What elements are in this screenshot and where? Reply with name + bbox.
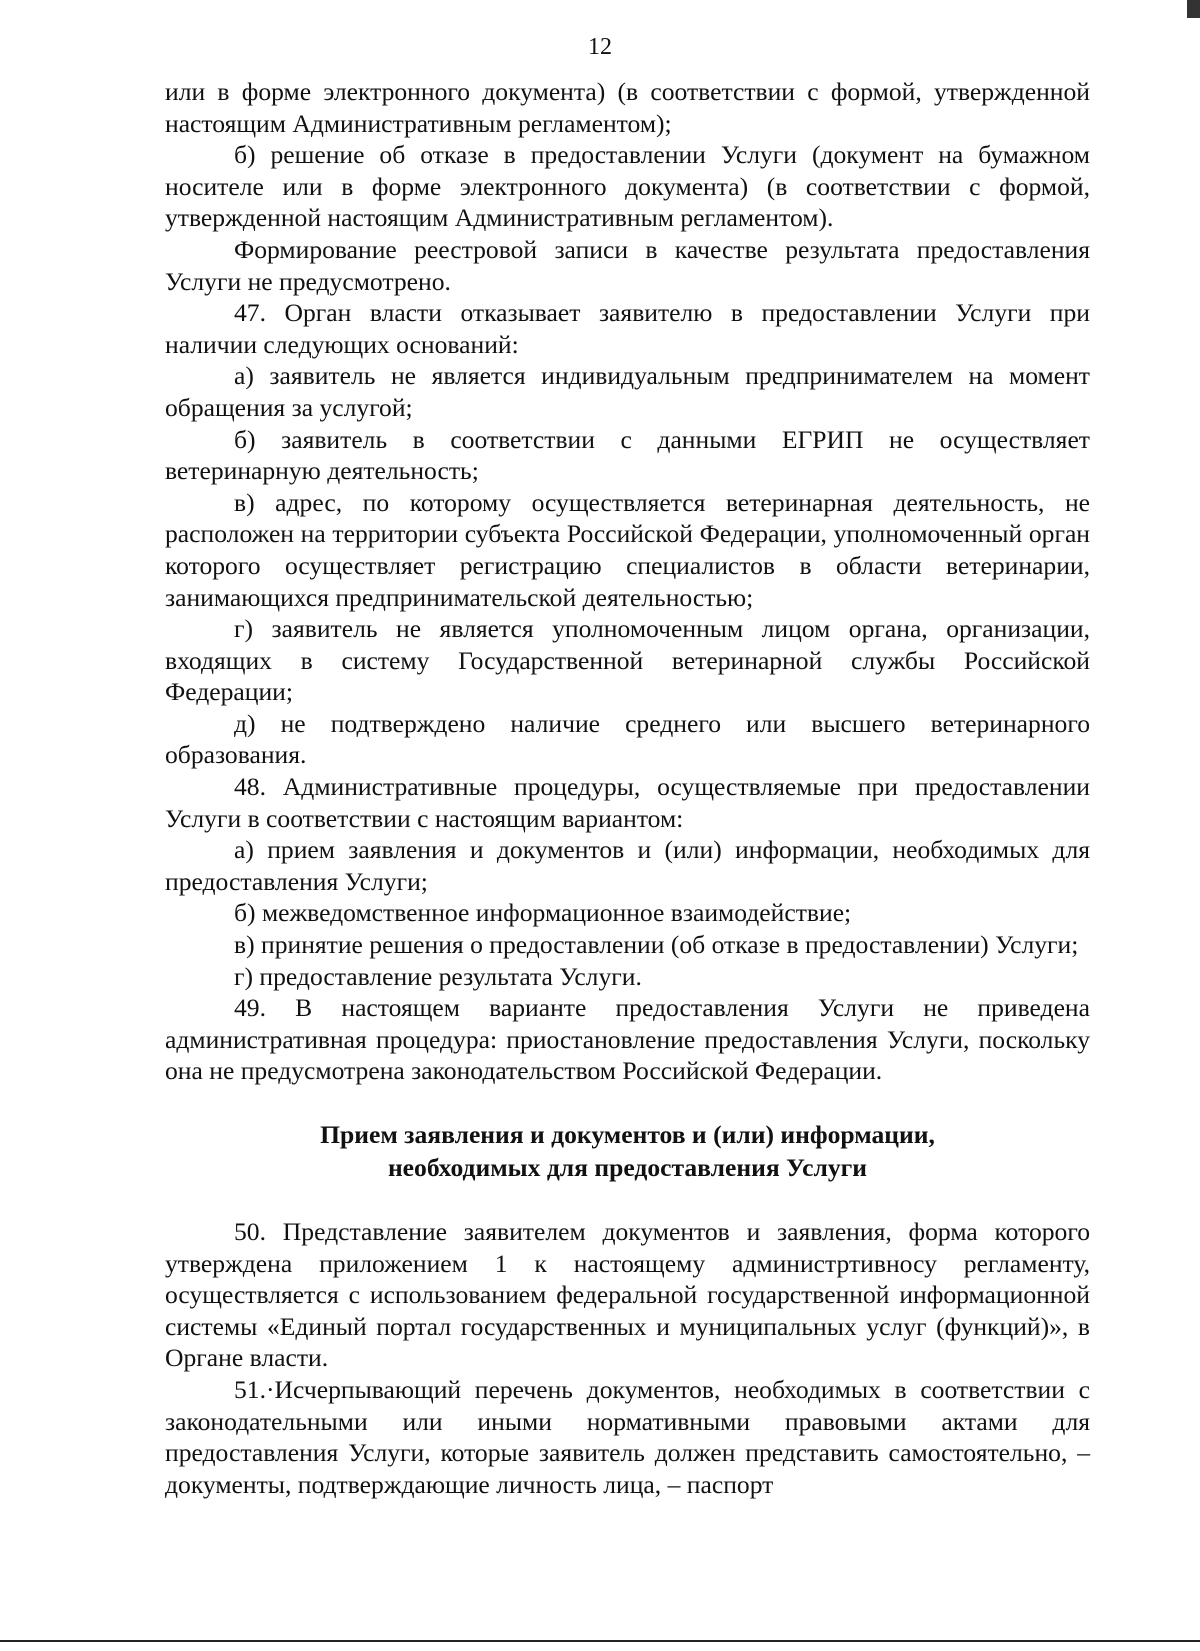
page-number: 12: [588, 34, 612, 60]
paragraph-47-v: в) адрес, по которому осуществляется ветеринарная деятельность, не расположен на территории субъекта Российской Федерации, уполномоченный орган которого осуществляет регистрацию специалистов в области ветеринарии, занимающихся предпринимательской деятельностью;: [165, 487, 1090, 612]
paragraph-49: 49. В настоящем варианте предоставления Услуги не приведена административная процедура: приостановление предоставления Услуги, поскольку она не предусмотрена законодательством Российской Федерации.: [165, 993, 1090, 1086]
bottom-rule: [0, 1640, 1200, 1642]
paragraph-47-g: г) заявитель не является уполномоченным лицом органа, организации, входящих в систему Государственной ветеринарной службы Российской Федерации;: [165, 614, 1090, 707]
section-heading-line-1: Прием заявления и документов и (или) информации,: [320, 1120, 935, 1149]
scan-edge-mark: [1187, 0, 1200, 18]
paragraph-50: 50. Представление заявителем документов и заявления, форма которого утверждена приложением 1 к настоящему администртивносу регламенту, осуществляется с использованием федеральной государственной информационной системы «Единый портал государственных и муниципальных услуг (функций)», в Органе власти.: [165, 1217, 1090, 1373]
paragraph: Формирование реестровой записи в качестве результата предоставления Услуги не предусмотрено.: [165, 234, 1090, 296]
paragraph-51: 51.·Исчерпывающий перечень документов, необходимых в соответствии с законодательными или иными нормативными правовыми актами для предоставления Услуги, которые заявитель должен представить самостоятельно, – документы, подтверждающие личность лица, – паспорт: [165, 1374, 1090, 1499]
paragraph-48-b: б) межведомственное информационное взаимодействие;: [234, 898, 852, 928]
paragraph-48: 48. Административные процедуры, осуществляемые при предоставлении Услуги в соответствии с настоящим вариантом:: [165, 772, 1090, 833]
paragraph-48-a: а) прием заявления и документов и (или) информации, необходимых для предоставления Услуги;: [165, 835, 1090, 896]
section-heading: [165, 1118, 1090, 1184]
paragraph-47: 47. Орган власти отказывает заявителю в предоставлении Услуги при наличии следующих оснований:: [165, 298, 1090, 359]
paragraph-47-a: а) заявитель не является индивидуальным предпринимателем на момент обращения за услугой;: [165, 361, 1090, 422]
paragraph-48-g: г) предоставление результата Услуги.: [234, 961, 642, 991]
section-heading-line-2: необходимых для предоставления Услуги: [387, 1153, 868, 1182]
paragraph: б) решение об отказе в предоставлении Услуги (документ на бумажном носителе или в форме электронного документа) (в соответствии с формой, утвержденной настоящим Административным регламентом).: [165, 140, 1090, 233]
paragraph-47-b: б) заявитель в соответствии с данными ЕГРИП не осуществляет ветеринарную деятельность;: [165, 424, 1090, 486]
paragraph: или в форме электронного документа) (в соответствии с формой, утвержденной настоящим Административным регламентом);: [165, 77, 1090, 138]
document-body: [165, 76, 1090, 1500]
paragraph-47-d: д) не подтверждено наличие среднего или высшего ветеринарного образования.: [165, 708, 1090, 770]
paragraph-48-v: в) принятие решения о предоставлении (об отказе в предоставлении) Услуги;: [234, 930, 1079, 960]
